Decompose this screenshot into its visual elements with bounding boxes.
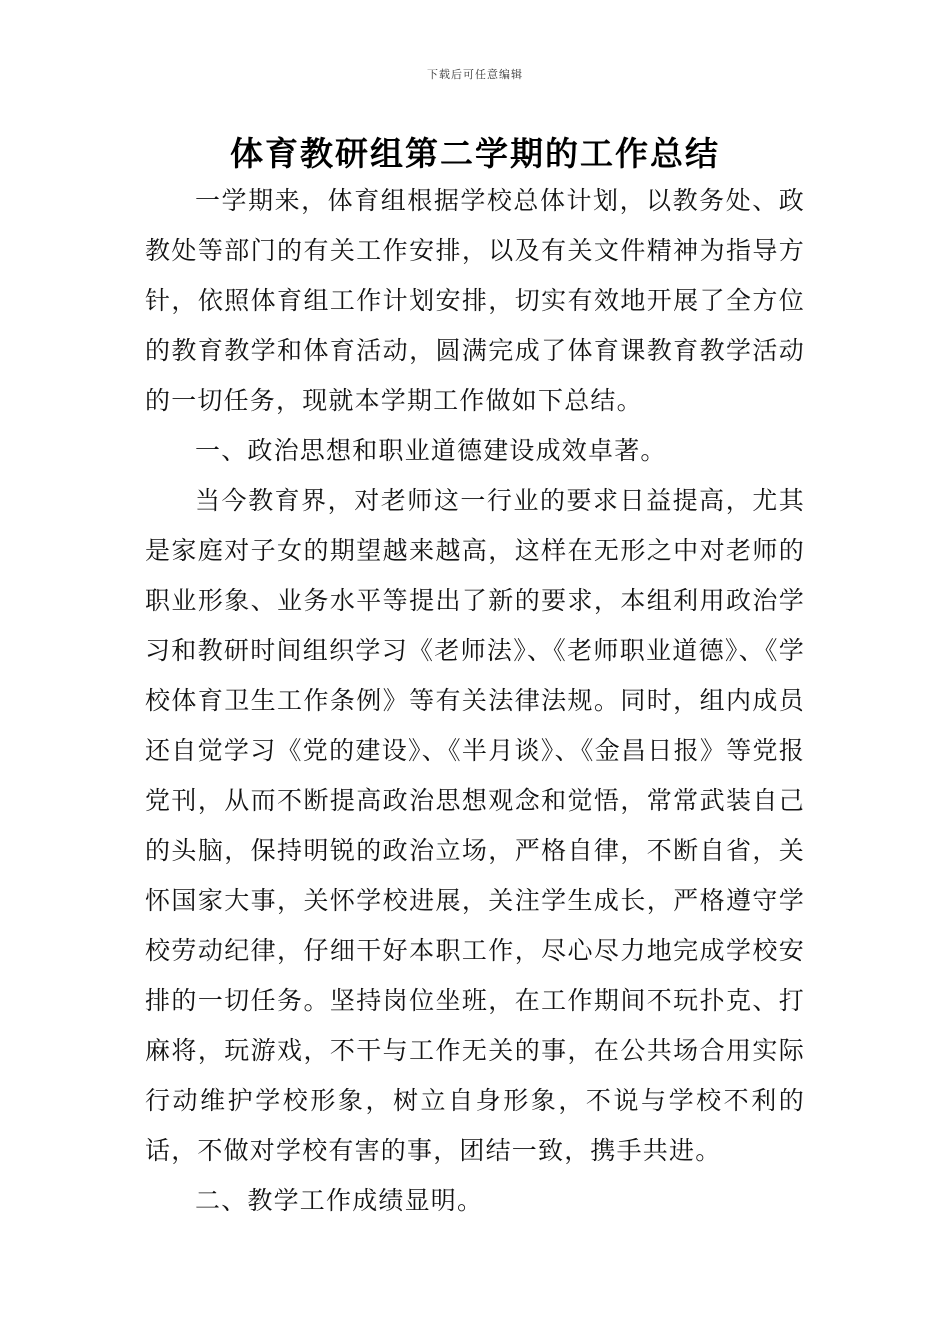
intro-paragraph: 一学期来，体育组根据学校总体计划，以教务处、政教处等部门的有关工作安排，以及有关文件精神为指导方针，依照体育组工作计划安排，切实有效地开展了全方位的教育教学和体育活动，圆满完成了体育课教育教学活动的一切任务，现就本学期工作做如下总结。	[145, 186, 805, 415]
document-body	[145, 176, 805, 1226]
section-heading-2: 二、教学工作成绩显明。	[195, 1186, 484, 1215]
section-heading-1: 一、政治思想和职业道德建设成效卓著。	[195, 436, 667, 465]
document-title: 体育教研组第二学期的工作总结	[230, 134, 720, 173]
section-1-paragraph: 当今教育界，对老师这一行业的要求日益提高，尤其是家庭对子女的期望越来越高，这样在无形之中对老师的职业形象、业务水平等提出了新的要求，本组利用政治学习和教研时间组织学习《老师法》、《老师职业道德》、《学校体育卫生工作条例》等有关法律法规。同时，组内成员还自觉学习《党的建设》、《半月谈》、《金昌日报》等党报党刊，从而不断提高政治思想观念和觉悟，常常武装自己的头脑，保持明锐的政治立场，严格自律，不断自省，关怀国家大事，关怀学校进展，关注学生成长，严格遵守学校劳动纪律，仔细干好本职工作，尽心尽力地完成学校安排的一切任务。坚持岗位坐班，在工作期间不玩扑克、打麻将，玩游戏，不干与工作无关的事，在公共场合用实际行动维护学校形象，树立自身形象，不说与学校不利的话，不做对学校有害的事，团结一致，携手共进。	[145, 486, 805, 1165]
header-note: 下载后可任意编辑	[427, 68, 523, 81]
